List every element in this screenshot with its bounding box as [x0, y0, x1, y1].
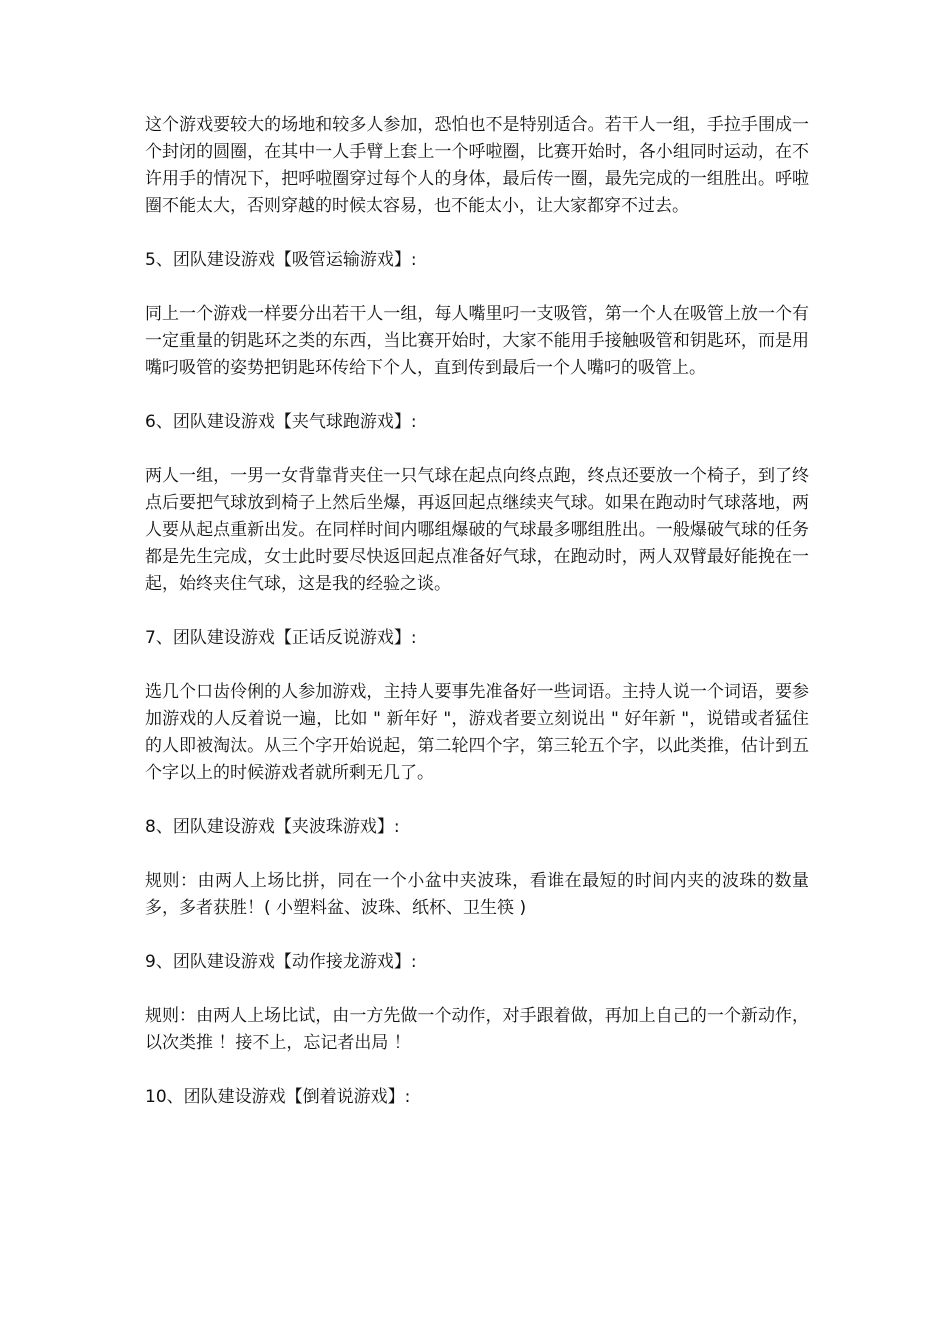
section-body-9: 规则：由两人上场比试，由一方先做一个动作，对手跟着做，再加上自己的一个新动作，以次类推 ！接不上，忘记者出局 ！ — [145, 1006, 809, 1053]
section-heading-9: 9、团队建设游戏【动作接龙游戏】: — [145, 952, 417, 972]
section-body-6: 两人一组，一男一女背靠背夹住一只气球在起点向终点跑，终点还要放一个椅子，到了终点后要把气球放到椅子上然后坐爆，再返回起点继续夹气球。如果在跑动时气球落地，两人要从起点重新出发。在同样时间内哪组爆破的气球最多哪组胜出。一般爆破气球的任务都是先生完成，女士此时要尽快返回起点准备好气球，在跑动时，两人双臂最好能挽在一起，始终夹住气球，这是我的经验之谈。 — [145, 466, 809, 594]
section-body-7: 选几个口齿伶俐的人参加游戏，主持人要事先准备好一些词语。主持人说一个词语，要参加游戏的人反着说一遍，比如 " 新年好 "，游戏者要立刻说出 " 好年新 "，说错或者猛住的人即被淘汰。从三个字开始说起，第二轮四个字，第三轮五个字，以此类推，估计到五个字以上的时候游戏者就所剩无几了。 — [145, 682, 809, 783]
intro-paragraph: 这个游戏要较大的场地和较多人参加，恐怕也不是特别适合。若干人一组，手拉手围成一个封闭的圆圈，在其中一人手臂上套上一个呼啦圈，比赛开始时，各小组同时运动，在不许用手的情况下，把呼啦圈穿过每个人的身体，最后传一圈，最先完成的一组胜出。呼啦圈不能太大，否则穿越的时候太容易，也不能太小，让大家都穿不过去。 — [145, 115, 809, 216]
section-heading-7: 7、团队建设游戏【正话反说游戏】: — [145, 628, 417, 648]
section-heading-6: 6、团队建设游戏【夹气球跑游戏】: — [145, 412, 417, 432]
section-heading-5: 5、团队建设游戏【吸管运输游戏】: — [145, 250, 417, 270]
section-heading-10: 10、团队建设游戏【倒着说游戏】: — [145, 1087, 411, 1107]
section-body-8: 规则：由两人上场比拼，同在一个小盆中夹波珠，看谁在最短的时间内夹的波珠的数量多，多者获胜！( 小塑料盆、波珠、纸杯、卫生筷 ) — [145, 871, 809, 918]
section-heading-8: 8、团队建设游戏【夹波珠游戏】: — [145, 817, 400, 837]
section-body-5: 同上一个游戏一样要分出若干人一组，每人嘴里叼一支吸管，第一个人在吸管上放一个有一定重量的钥匙环之类的东西，当比赛开始时，大家不能用手接触吸管和钥匙环，而是用嘴叼吸管的姿势把钥匙环传给下个人，直到传到最后一个人嘴叼的吸管上。 — [145, 304, 809, 378]
document-page — [145, 112, 809, 1111]
